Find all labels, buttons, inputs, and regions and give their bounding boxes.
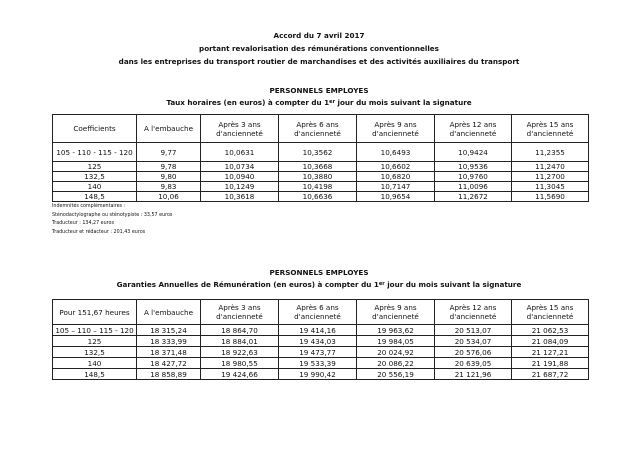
- section1-title-sup: er: [329, 99, 336, 105]
- table-cell: 20 024,92: [357, 347, 435, 358]
- table-cell: 19 984,05: [357, 336, 435, 347]
- table-cell: 125: [53, 336, 137, 347]
- table-cell: 20 556,19: [357, 369, 435, 380]
- table-row: [53, 182, 589, 192]
- hourly-rates-table: [52, 114, 589, 202]
- table-cell: 11,2355: [512, 143, 589, 162]
- table-row: [53, 358, 589, 369]
- table-row: [53, 192, 589, 202]
- table-header-row: [53, 300, 589, 325]
- column-header: Après 15 ans d'ancienneté: [512, 115, 589, 143]
- table-cell: 10,06: [137, 192, 201, 202]
- table-cell: 21 084,09: [512, 336, 589, 347]
- section2-title-tail: jour du mois suivant la signature: [384, 280, 522, 289]
- table-cell: 10,4198: [279, 182, 357, 192]
- table-cell: 140: [53, 358, 137, 369]
- table-cell: 21 121,96: [435, 369, 512, 380]
- column-header: Pour 151,67 heures: [53, 300, 137, 325]
- table-cell: 10,9760: [435, 172, 512, 182]
- column-header: Après 12 ans d'ancienneté: [435, 300, 512, 325]
- table-cell: 18 922,63: [201, 347, 279, 358]
- table-cell: 11,2700: [512, 172, 589, 182]
- table-cell: 18 864,70: [201, 325, 279, 336]
- table-cell: 140: [53, 182, 137, 192]
- table-cell: 10,6820: [357, 172, 435, 182]
- table-cell: 11,3045: [512, 182, 589, 192]
- table-cell: 19 414,16: [279, 325, 357, 336]
- document-subtitle: portant revalorisation des rémunérations conventionnelles: [199, 44, 439, 53]
- annual-guarantees-table: [52, 299, 589, 380]
- section1-title-text: Taux horaires (en euros) à compter du 1: [166, 98, 330, 107]
- document-scope: dans les entreprises du transport routier de marchandises et des activités auxiliaires du transport: [118, 57, 520, 66]
- table-cell: 148,5: [53, 192, 137, 202]
- section2-title-sup: er: [378, 281, 385, 287]
- table-cell: 11,0096: [435, 182, 512, 192]
- table-cell: 18 315,24: [137, 325, 201, 336]
- column-header: Après 3 ans d'ancienneté: [201, 115, 279, 143]
- table-row: [53, 336, 589, 347]
- table-cell: 10,9536: [435, 162, 512, 172]
- table-cell: 19 434,03: [279, 336, 357, 347]
- table-cell: 105 - 110 - 115 - 120: [53, 143, 137, 162]
- note-line: Indemnités complémentaires :: [52, 204, 126, 209]
- table-cell: 125: [53, 162, 137, 172]
- table-row: [53, 325, 589, 336]
- table-cell: 105 – 110 – 115 - 120: [53, 325, 137, 336]
- note-line: Traducteur et rédacteur : 201,43 euros: [52, 229, 146, 235]
- section2-category: PERSONNELS EMPLOYES: [269, 268, 369, 277]
- table-cell: 20 513,07: [435, 325, 512, 336]
- table-cell: 10,3618: [201, 192, 279, 202]
- table-cell: 10,6493: [357, 143, 435, 162]
- table-cell: 19 533,39: [279, 358, 357, 369]
- column-header: A l'embauche: [137, 300, 201, 325]
- table-cell: 9,77: [137, 143, 201, 162]
- table-cell: 19 424,66: [201, 369, 279, 380]
- column-header: Après 12 ans d'ancienneté: [435, 115, 512, 143]
- table-cell: 18 427,72: [137, 358, 201, 369]
- supplementary-notes: [52, 203, 172, 237]
- table-row: [53, 143, 589, 162]
- table-cell: 10,9654: [357, 192, 435, 202]
- table-cell: 10,0734: [201, 162, 279, 172]
- table-cell: 9,83: [137, 182, 201, 192]
- table-cell: 10,3668: [279, 162, 357, 172]
- table-cell: 11,2470: [512, 162, 589, 172]
- table-cell: 132,5: [53, 172, 137, 182]
- section1-title-tail: jour du mois suivant la signature: [335, 98, 472, 107]
- table-cell: 10,0940: [201, 172, 279, 182]
- table-cell: 20 576,06: [435, 347, 512, 358]
- table-cell: 19 473,77: [279, 347, 357, 358]
- table-cell: 11,5690: [512, 192, 589, 202]
- column-header: Après 15 ans d'ancienneté: [512, 300, 589, 325]
- section1-title: [0, 98, 638, 108]
- table-cell: 10,9424: [435, 143, 512, 162]
- table-cell: 20 086,22: [357, 358, 435, 369]
- document-title: Accord du 7 avril 2017: [273, 31, 365, 40]
- table-cell: 10,3562: [279, 143, 357, 162]
- table-header-row: [53, 115, 589, 143]
- table-cell: 132,5: [53, 347, 137, 358]
- table-cell: 9,80: [137, 172, 201, 182]
- table-cell: 9,78: [137, 162, 201, 172]
- section2-title-text: Garanties Annuelles de Rémunération (en euros) à compter du 1: [116, 280, 379, 289]
- table-cell: 18 333,99: [137, 336, 201, 347]
- section1-category: PERSONNELS EMPLOYES: [269, 86, 369, 95]
- table-cell: 18 980,55: [201, 358, 279, 369]
- table-row: [53, 162, 589, 172]
- column-header: A l'embauche: [137, 115, 201, 143]
- table-cell: 10,6636: [279, 192, 357, 202]
- table-cell: 21 191,88: [512, 358, 589, 369]
- column-header: Après 9 ans d'ancienneté: [357, 300, 435, 325]
- table-cell: 10,1249: [201, 182, 279, 192]
- note-line: Traducteur : 134,27 euros: [52, 221, 114, 226]
- table-cell: 21 127,21: [512, 347, 589, 358]
- table-cell: 10,0631: [201, 143, 279, 162]
- table-row: [53, 347, 589, 358]
- table-cell: 19 990,42: [279, 369, 357, 380]
- table-cell: 10,7147: [357, 182, 435, 192]
- table-cell: 19 963,62: [357, 325, 435, 336]
- table-cell: 148,5: [53, 369, 137, 380]
- column-header: Après 3 ans d'ancienneté: [201, 300, 279, 325]
- column-header: Après 9 ans d'ancienneté: [357, 115, 435, 143]
- table-cell: 10,3880: [279, 172, 357, 182]
- table-cell: 18 884,01: [201, 336, 279, 347]
- column-header: Après 6 ans d'ancienneté: [279, 115, 357, 143]
- note-line: Sténodactylographe ou sténotypiste : 33,57 euros: [52, 212, 173, 218]
- column-header: Après 6 ans d'ancienneté: [279, 300, 357, 325]
- table-cell: 18 858,89: [137, 369, 201, 380]
- table-cell: 10,6602: [357, 162, 435, 172]
- table-row: [53, 172, 589, 182]
- column-header: Coefficients: [53, 115, 137, 143]
- table-cell: 20 639,05: [435, 358, 512, 369]
- table-cell: 21 687,72: [512, 369, 589, 380]
- table-row: [53, 369, 589, 380]
- table-cell: 11,2672: [435, 192, 512, 202]
- table-cell: 18 371,48: [137, 347, 201, 358]
- table-cell: 21 062,53: [512, 325, 589, 336]
- table-cell: 20 534,07: [435, 336, 512, 347]
- section2-title: [0, 280, 638, 290]
